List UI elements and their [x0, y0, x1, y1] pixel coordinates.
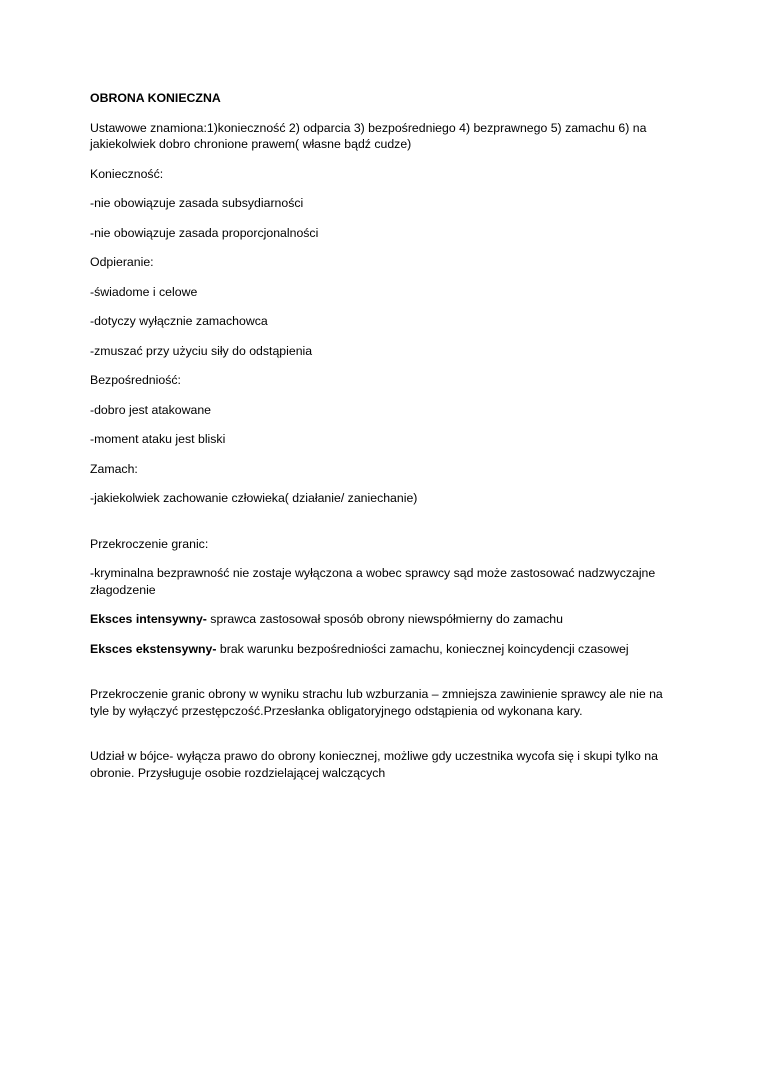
- zamach-item: -jakiekolwiek zachowanie człowieka( działanie/ zaniechanie): [90, 491, 418, 505]
- koniecznosc-item: -nie obowiązuje zasada subsydiarności: [90, 196, 304, 210]
- document-title: OBRONA KONIECZNA: [90, 91, 221, 105]
- bezposredniosc-item: -moment ataku jest bliski: [90, 432, 226, 446]
- koniecznosc-item: -nie obowiązuje zasada proporcjonalności: [90, 225, 319, 240]
- eksces-intensywny: [90, 611, 680, 628]
- zamach-heading: Zamach:: [90, 461, 138, 476]
- bezposredniosc-heading: Bezpośredniość:: [90, 373, 181, 387]
- strach-paragraph: Przekroczenie granic obrony w wyniku strachu lub wzburzania – zmniejsza zawinienie sprawcy ale nie na tyle by wyłączyć przestępczość.Przesłanka obligatoryjnego odstąpienia od wykonana kary.: [90, 687, 663, 718]
- odpieranie-item: -zmuszać przy użyciu siły do odstąpienia: [90, 343, 313, 358]
- eksces-ekstensywny-text: brak warunku bezpośredniości zamachu, koniecznej koincydencji czasowej: [216, 641, 629, 656]
- eksces-intensywny-text: sprawca zastosował sposób obrony niewspółmierny do zamachu: [206, 612, 563, 626]
- bojka-paragraph: Udział w bójce- wyłącza prawo do obrony koniecznej, możliwe gdy uczestnika wycofa się i skupi tylko na obronie. Przysługuje osobie rozdzielającej walczących: [90, 749, 658, 780]
- przekroczenie-text: -kryminalna bezprawność nie zostaje wyłączona a wobec sprawcy sąd może zastosować nadzwyczajne złagodzenie: [90, 566, 656, 597]
- intro-paragraph: Ustawowe znamiona:1)konieczność 2) odparcia 3) bezpośredniego 4) bezprawnego 5) zamachu 6) na jakiekolwiek dobro chronione prawem( własne bądź cudze): [90, 120, 647, 151]
- eksces-ekstensywny-label: Eksces ekstensywny-: [90, 641, 217, 656]
- odpieranie-heading: Odpieranie:: [90, 255, 154, 269]
- eksces-ekstensywny: [90, 641, 680, 658]
- odpieranie-item: -świadome i celowe: [90, 284, 198, 299]
- odpieranie-item: -dotyczy wyłącznie zamachowca: [90, 314, 268, 328]
- koniecznosc-heading: Konieczność:: [90, 166, 164, 181]
- document-body: [90, 90, 680, 794]
- eksces-intensywny-label: Eksces intensywny-: [90, 612, 207, 626]
- przekroczenie-heading: Przekroczenie granic:: [90, 536, 209, 551]
- bezposredniosc-item: -dobro jest atakowane: [90, 402, 211, 417]
